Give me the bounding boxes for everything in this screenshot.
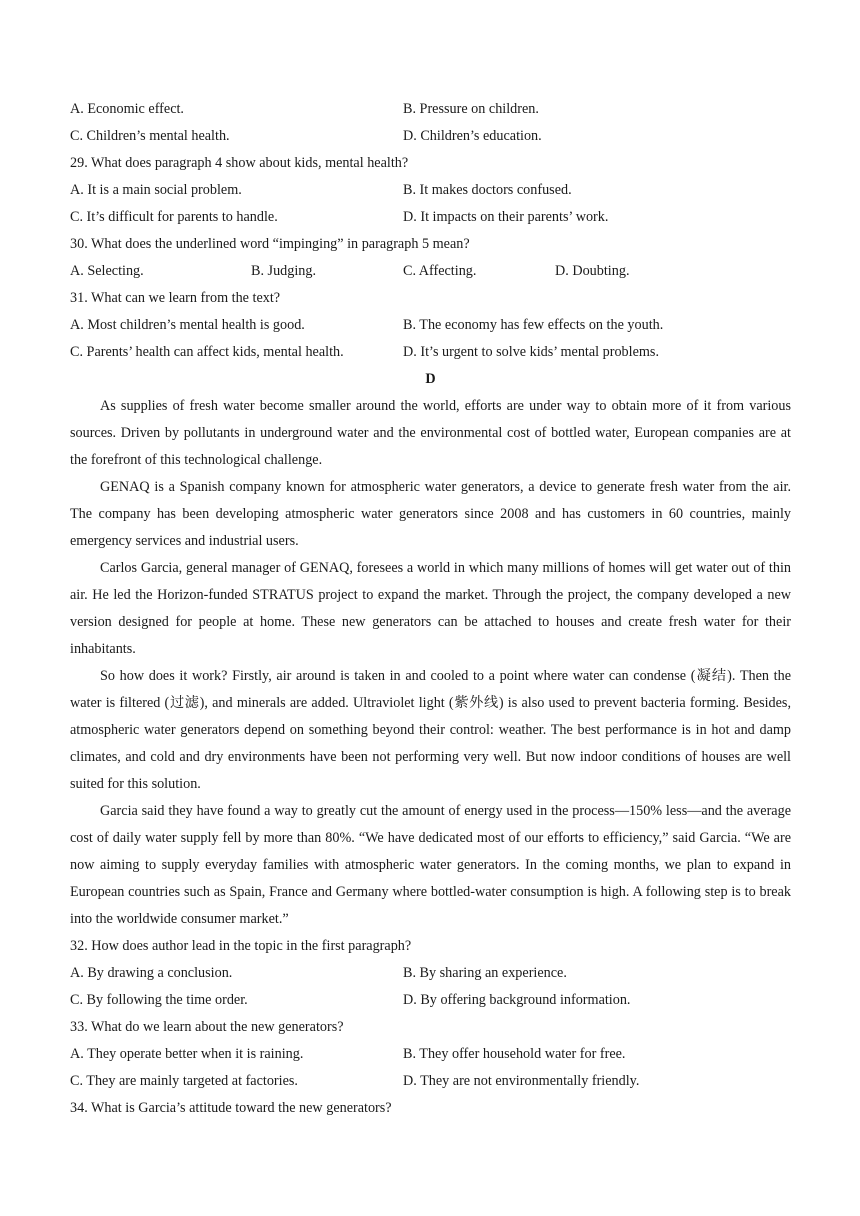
- q31-options-row-2: [70, 339, 791, 366]
- q33-option-d: D. They are not environmentally friendly.: [403, 1073, 640, 1089]
- q29-option-c: C. It’s difficult for parents to handle.: [70, 209, 278, 225]
- q33-options-row-1: [70, 1041, 791, 1068]
- q31-option-a: A. Most children’s mental health is good.: [70, 317, 305, 333]
- q33-option-b: B. They offer household water for free.: [403, 1046, 626, 1062]
- q32-option-a: A. By drawing a conclusion.: [70, 965, 233, 981]
- q28-option-a: A. Economic effect.: [70, 101, 184, 117]
- q32-options-row-2: [70, 987, 791, 1014]
- document-page: [70, 96, 791, 1122]
- passage-paragraph-4: So how does it work? Firstly, air around is taken in and cooled to a point where water can condense (凝结). Then the water is filtered (过滤), and minerals are added. Ultraviolet light (紫外线) is also used to prevent bacteria forming. Besides, atmospheric water generators depend on something beyond their control: weather. The best performance is in hot and damp climates, and cold and dry environments have been not performing very well. But now indoor conditions of houses are well suited for this solution.: [70, 668, 791, 792]
- q32-option-c: C. By following the time order.: [70, 992, 248, 1008]
- q30-question: 30. What does the underlined word “impinging” in paragraph 5 mean?: [70, 236, 470, 252]
- q33-question: 33. What do we learn about the new generators?: [70, 1019, 344, 1035]
- q30-option-d: D. Doubting.: [555, 263, 630, 279]
- passage-paragraph-1: As supplies of fresh water become smaller around the world, efforts are under way to obtain more of it from various sources. Driven by pollutants in underground water and the environmental cost of bottled water, European companies are at the forefront of this technological challenge.: [70, 398, 791, 468]
- q29-option-b: B. It makes doctors confused.: [403, 182, 572, 198]
- q30-option-c: C. Affecting.: [403, 263, 477, 279]
- q28-option-d: D. Children’s education.: [403, 128, 542, 144]
- passage-paragraph-3: Carlos Garcia, general manager of GENAQ, foresees a world in which many millions of homes will get water out of thin air. He led the Horizon-funded STRATUS project to expand the market. Through the project, the company developed a new version designed for people at home. These new generators can be attached to houses and create fresh water for their inhabitants.: [70, 560, 791, 657]
- q29-question: 29. What does paragraph 4 show about kids, mental health?: [70, 155, 409, 171]
- q28-option-c: C. Children’s mental health.: [70, 128, 230, 144]
- q33-options-row-2: [70, 1068, 791, 1095]
- q32-options-row-1: [70, 960, 791, 987]
- q28-options-row-1: [70, 96, 791, 123]
- q31-option-c: C. Parents’ health can affect kids, mental health.: [70, 344, 344, 360]
- q29-option-d: D. It impacts on their parents’ work.: [403, 209, 609, 225]
- passage-paragraph-2: GENAQ is a Spanish company known for atmospheric water generators, a device to generate fresh water from the air. The company has been developing atmospheric water generators since 2008 and has customers in 60 countries, mainly emergency services and industrial users.: [70, 479, 791, 549]
- q30-option-b: B. Judging.: [251, 263, 317, 279]
- q32-question: 32. How does author lead in the topic in the first paragraph?: [70, 938, 412, 954]
- q31-option-b: B. The economy has few effects on the youth.: [403, 317, 664, 333]
- q31-option-d: D. It’s urgent to solve kids’ mental problems.: [403, 344, 659, 360]
- q30-options-row: [70, 258, 791, 285]
- q30-option-a: A. Selecting.: [70, 263, 144, 279]
- q31-options-row-1: [70, 312, 791, 339]
- q31-question: 31. What can we learn from the text?: [70, 290, 281, 306]
- q29-options-row-1: [70, 177, 791, 204]
- q32-option-b: B. By sharing an experience.: [403, 965, 567, 981]
- passage-paragraph-5: Garcia said they have found a way to greatly cut the amount of energy used in the process—150% less—and the average cost of daily water supply fell by more than 80%. “We have dedicated most of our efforts to efficiency,” said Garcia. “We are now aiming to supply everyday families with atmospheric water generators. In the coming months, we plan to expand in European countries such as Spain, France and Germany where bottled-water consumption is high. A following step is to break into the worldwide consumer market.”: [70, 803, 791, 927]
- q33-option-c: C. They are mainly targeted at factories.: [70, 1073, 298, 1089]
- q33-option-a: A. They operate better when it is raining.: [70, 1046, 304, 1062]
- q28-options-row-2: [70, 123, 791, 150]
- q29-options-row-2: [70, 204, 791, 231]
- q29-option-a: A. It is a main social problem.: [70, 182, 242, 198]
- q34-question: 34. What is Garcia’s attitude toward the new generators?: [70, 1100, 392, 1116]
- section-heading-d: D: [425, 371, 436, 387]
- q32-option-d: D. By offering background information.: [403, 992, 631, 1008]
- q28-option-b: B. Pressure on children.: [403, 101, 539, 117]
